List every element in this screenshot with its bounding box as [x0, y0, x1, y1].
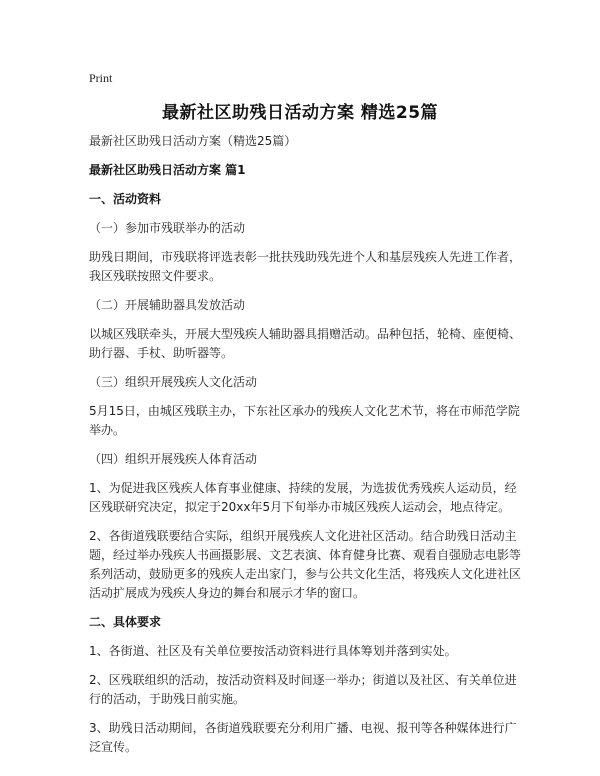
- subheading-3: （三）组织开展残疾人文化活动: [89, 375, 258, 389]
- paragraph-2: 以城区残联牵头，开展大型残疾人辅助器具捐赠活动。品种包括，轮椅、座便椅、助行器、手杖、助听器等。: [89, 327, 522, 360]
- paragraph-1: 助残日期间，市残联将评选表彰一批扶残助残先进个人和基层残疾人先进工作者，我区残联按照文件要求。: [89, 250, 522, 283]
- section-heading-part1: 最新社区助残日活动方案 篇1: [89, 163, 246, 177]
- document-body: [89, 132, 521, 767]
- paragraph-7: 2、区残联组织的活动，按活动资料及时间逐一举办；街道以及社区、有关单位进行的活动，于助残日前实施。: [89, 673, 517, 706]
- paragraph-6: 1、各街道、社区及有关单位要按活动资料进行具体筹划并落到实处。: [89, 644, 457, 658]
- print-label: Print: [89, 71, 113, 85]
- section-heading-content: 一、活动资料: [89, 192, 162, 206]
- subheading-4: （四）组织开展残疾人体育活动: [89, 452, 258, 466]
- section-heading-requirements: 二、具体要求: [89, 615, 162, 629]
- paragraph-4: 1、为促进我区残疾人体育事业健康、持续的发展，为选拔优秀残疾人运动员，经区残联研究决定，拟定于20xx年5月下旬举办市城区残疾人运动会，地点待定。: [89, 481, 517, 514]
- subheading-2: （二）开展辅助器具发放活动: [89, 298, 246, 312]
- paragraph-3: 5月15日，由城区残联主办，下东社区承办的残疾人文化艺术节，将在市师范学院举办。: [89, 404, 520, 437]
- subtitle-paragraph: 最新社区助残日活动方案（精选25篇）: [89, 134, 297, 148]
- paragraph-8: 3、助残日活动期间，各街道残联要充分利用广播、电视、报刊等各种媒体进行广泛宣传。: [89, 721, 517, 754]
- subheading-1: （一）参加市残联举办的活动: [89, 221, 246, 235]
- paragraph-5: 2、各街道残联要结合实际，组织开展残疾人文化进社区活动。结合助残日活动主题，经过举办残疾人书画摄影展、文艺表演、体育健身比赛、观看自强励志电影等系列活动，鼓励更多的残疾人走出家门，参与公共文化生活，将残疾人文化进社区活动扩展成为残疾人身边的舞台和展示才华的窗口。: [89, 529, 522, 600]
- page-title: 最新社区助残日活动方案 精选25篇: [161, 103, 439, 123]
